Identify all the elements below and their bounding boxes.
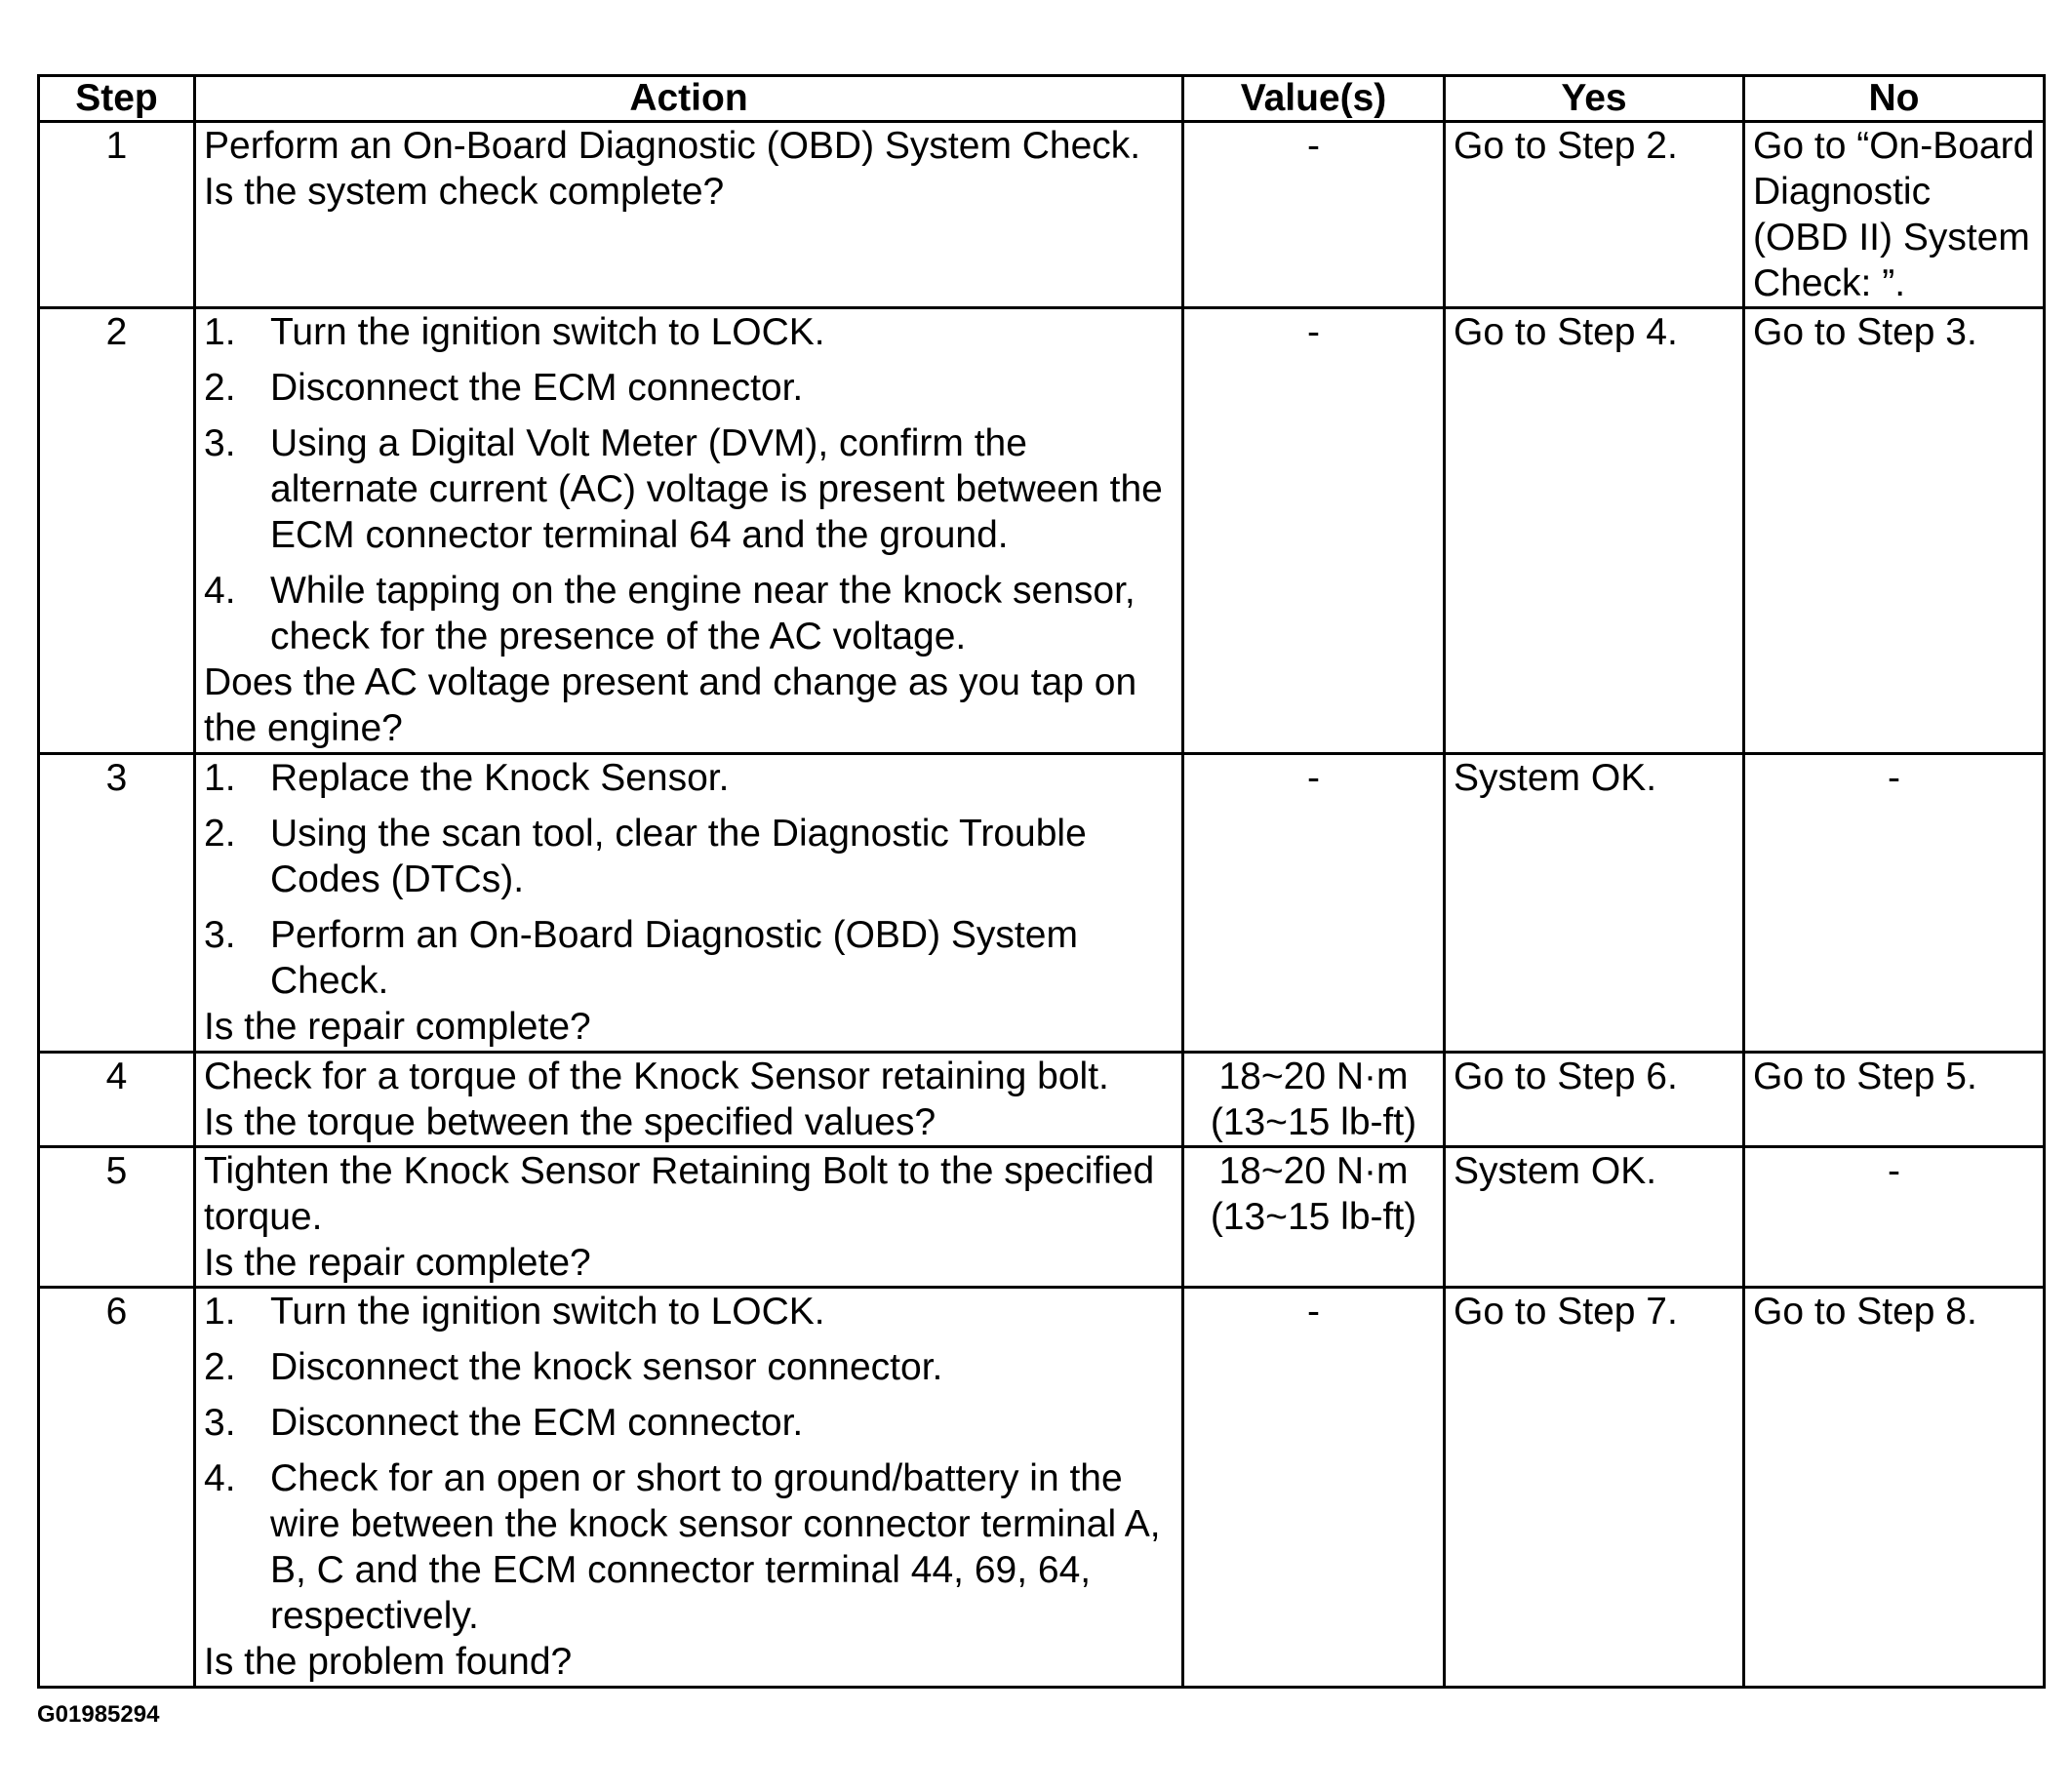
list-item-text: While tapping on the engine near the knock sensor, check for the presence of the AC voltage. — [270, 570, 1136, 657]
action-cell — [195, 1147, 1183, 1288]
no-cell: Go to Step 3. — [1744, 308, 2045, 754]
yes-cell: Go to Step 6. — [1445, 1053, 1744, 1147]
action-list — [204, 755, 1174, 1004]
list-item-text: Turn the ignition switch to LOCK. — [270, 311, 825, 353]
list-number: 3. — [204, 422, 236, 464]
diagnostic-table — [37, 74, 2046, 1689]
header-yes: Yes — [1445, 76, 1744, 122]
figure-id: G01985294 — [37, 1701, 160, 1728]
list-number: 1. — [204, 311, 236, 353]
list-number: 4. — [204, 570, 236, 612]
action-text: Check for a torque of the Knock Sensor retaining bolt. — [204, 1055, 1109, 1097]
header-action: Action — [195, 76, 1183, 122]
list-item — [204, 309, 1174, 355]
list-item — [204, 811, 1174, 902]
list-item — [204, 1455, 1174, 1639]
torque-imperial: (13~15 lb-ft) — [1210, 1196, 1417, 1238]
action-cell — [195, 122, 1183, 308]
table-row — [39, 1053, 2045, 1147]
value-cell: - — [1183, 1288, 1445, 1688]
action-cell — [195, 1053, 1183, 1147]
list-item — [204, 1289, 1174, 1334]
header-row — [39, 76, 2045, 122]
no-cell: - — [1744, 754, 2045, 1053]
list-item-text: Using a Digital Volt Meter (DVM), confirm the alternate current (AC) voltage is present between the ECM connector terminal 64 and the ground. — [270, 422, 1163, 556]
action-question: Is the problem found? — [204, 1641, 573, 1683]
step-number: 3 — [39, 754, 195, 1053]
list-item — [204, 912, 1174, 1004]
list-item — [204, 1344, 1174, 1390]
list-item — [204, 755, 1174, 801]
yes-cell: Go to Step 2. — [1445, 122, 1744, 308]
no-cell: - — [1744, 1147, 2045, 1288]
value-cell — [1183, 1053, 1445, 1147]
torque-metric: 18~20 N·m — [1218, 1150, 1409, 1192]
list-item-text: Disconnect the ECM connector. — [270, 1402, 804, 1444]
action-text: Perform an On-Board Diagnostic (OBD) System Check. — [204, 125, 1141, 167]
list-number: 2. — [204, 367, 236, 409]
header-step: Step — [39, 76, 195, 122]
step-number: 6 — [39, 1288, 195, 1688]
yes-cell: Go to Step 7. — [1445, 1288, 1744, 1688]
list-item-text: Replace the Knock Sensor. — [270, 757, 730, 799]
list-item-text: Disconnect the knock sensor connector. — [270, 1346, 943, 1388]
list-number: 4. — [204, 1457, 236, 1499]
list-item-text: Turn the ignition switch to LOCK. — [270, 1291, 825, 1333]
torque-imperial: (13~15 lb-ft) — [1210, 1101, 1417, 1143]
value-cell — [1183, 1147, 1445, 1288]
value-cell: - — [1183, 308, 1445, 754]
list-item — [204, 1400, 1174, 1446]
table-row — [39, 1288, 2045, 1688]
list-item — [204, 420, 1174, 558]
step-number: 1 — [39, 122, 195, 308]
action-cell — [195, 1288, 1183, 1688]
list-number: 1. — [204, 757, 236, 799]
value-cell: - — [1183, 754, 1445, 1053]
yes-cell: System OK. — [1445, 1147, 1744, 1288]
header-no: No — [1744, 76, 2045, 122]
table-row — [39, 754, 2045, 1053]
list-number: 3. — [204, 914, 236, 956]
torque-metric: 18~20 N·m — [1218, 1055, 1409, 1097]
list-item-text: Disconnect the ECM connector. — [270, 367, 804, 409]
table-row — [39, 308, 2045, 754]
list-item-text: Perform an On-Board Diagnostic (OBD) System Check. — [270, 914, 1078, 1002]
no-cell: Go to “On-Board Diagnostic (OBD II) System Check: ”. — [1744, 122, 2045, 308]
step-number: 5 — [39, 1147, 195, 1288]
table-row — [39, 122, 2045, 308]
action-question: Is the system check complete? — [204, 171, 725, 213]
action-question: Is the repair complete? — [204, 1242, 591, 1284]
action-list — [204, 1289, 1174, 1639]
action-question: Does the AC voltage present and change as you tap on the engine? — [204, 661, 1137, 749]
no-cell: Go to Step 5. — [1744, 1053, 2045, 1147]
list-number: 1. — [204, 1291, 236, 1333]
header-values: Value(s) — [1183, 76, 1445, 122]
step-number: 4 — [39, 1053, 195, 1147]
list-number: 3. — [204, 1402, 236, 1444]
action-text: Tighten the Knock Sensor Retaining Bolt to the specified torque. — [204, 1150, 1155, 1238]
list-item — [204, 365, 1174, 411]
step-number: 2 — [39, 308, 195, 754]
list-number: 2. — [204, 1346, 236, 1388]
no-cell: Go to Step 8. — [1744, 1288, 2045, 1688]
value-cell: - — [1183, 122, 1445, 308]
list-number: 2. — [204, 813, 236, 855]
action-cell — [195, 754, 1183, 1053]
list-item-text: Check for an open or short to ground/battery in the wire between the knock sensor connector terminal A, B, C and the ECM connector terminal 44, 69, 64, respectively. — [270, 1457, 1161, 1637]
action-list — [204, 309, 1174, 659]
list-item — [204, 568, 1174, 659]
action-question: Is the torque between the specified values? — [204, 1101, 936, 1143]
yes-cell: Go to Step 4. — [1445, 308, 1744, 754]
yes-cell: System OK. — [1445, 754, 1744, 1053]
list-item-text: Using the scan tool, clear the Diagnostic Trouble Codes (DTCs). — [270, 813, 1087, 900]
table-row — [39, 1147, 2045, 1288]
action-question: Is the repair complete? — [204, 1006, 591, 1048]
action-cell — [195, 308, 1183, 754]
